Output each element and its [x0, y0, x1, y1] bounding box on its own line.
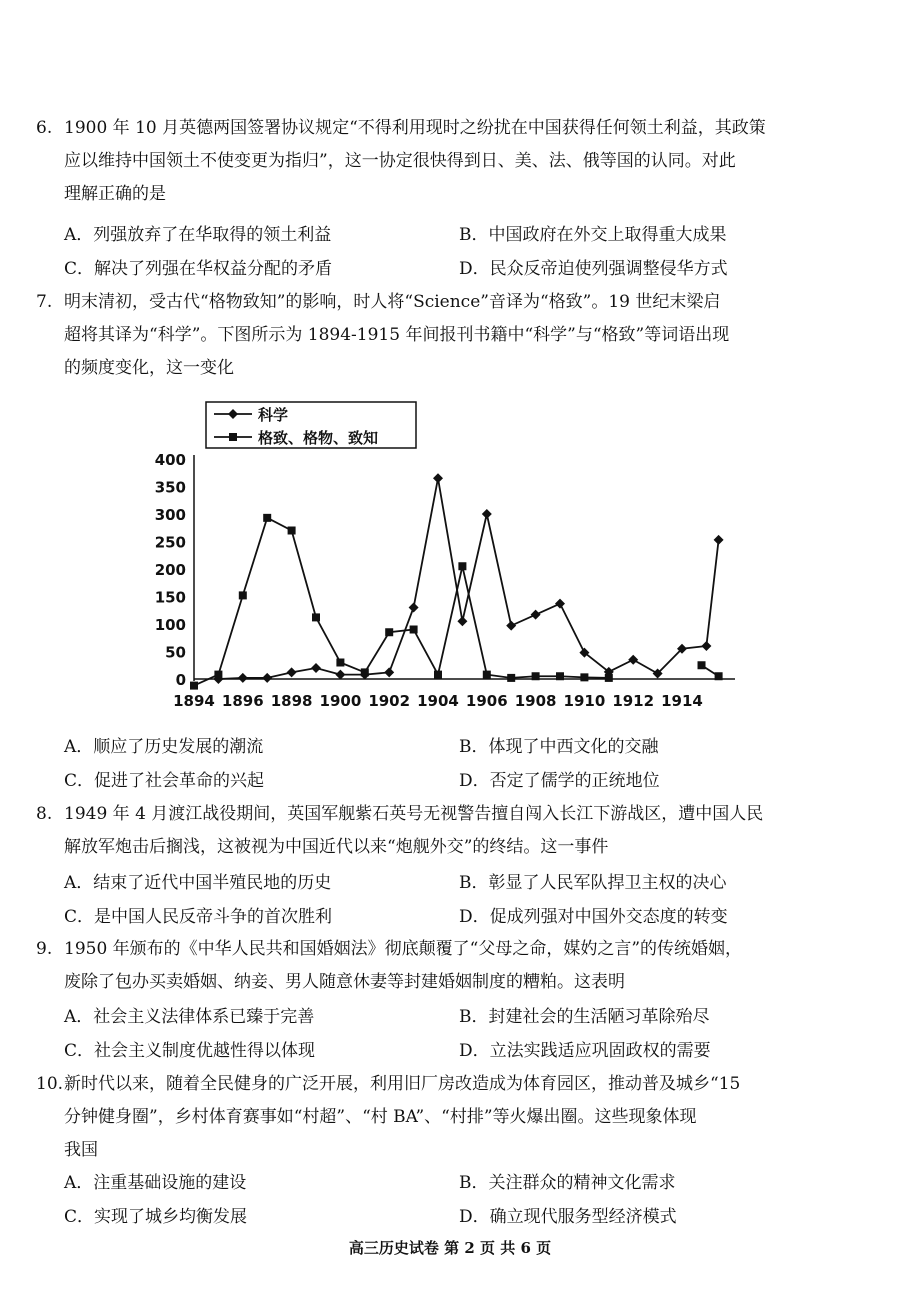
data-point-gezhi [239, 591, 247, 599]
series-line-1-tail [706, 540, 718, 646]
x-tick-label: 1894 [173, 692, 215, 710]
page-footer: 高三历史试卷 第 2 页 共 6 页 [348, 1239, 552, 1257]
question-10 [36, 1068, 856, 1167]
data-point-kexue [628, 655, 638, 665]
data-point-kexue [238, 673, 248, 683]
data-point-gezhi [288, 527, 296, 535]
data-point-kexue [482, 509, 492, 519]
question-text: 1949 年 4 月渡江战役期间，英国军舰紫石英号无视警告擅自闯入长江下游战区，遭中国人民 [64, 804, 764, 824]
y-tick-label: 200 [154, 561, 186, 579]
data-point-gezhi [715, 672, 723, 680]
series-line-2 [194, 518, 609, 686]
option-b[interactable]: B．彰显了人民军队捍卫主权的决心 [459, 873, 727, 893]
data-point-gezhi [410, 626, 418, 634]
data-point-kexue [531, 610, 541, 620]
question-text: 明末清初，受古代“格物致知”的影响，时人将“Science”音译为“格致”。19 世纪末梁启 [64, 292, 721, 312]
option-a[interactable]: A．社会主义法律体系已臻于完善 [64, 1007, 315, 1027]
options-7 [64, 732, 864, 800]
data-point-gezhi [336, 659, 344, 667]
data-point-gezhi [361, 668, 369, 676]
data-point-gezhi [483, 671, 491, 679]
question-text: 分钟健身圈”，乡村体育赛事如“村超”、“村 BA”、“村排”等火爆出圈。这些现象体现 [64, 1107, 697, 1127]
option-a[interactable]: A．顺应了历史发展的潮流 [64, 737, 264, 757]
option-a[interactable]: A．列强放弃了在华取得的领土利益 [64, 225, 332, 245]
question-number: 7. [36, 292, 53, 312]
option-b[interactable]: B．封建社会的生活陋习革除殆尽 [459, 1007, 710, 1027]
option-c[interactable]: C．是中国人民反帝斗争的首次胜利 [64, 907, 333, 927]
x-tick-label: 1906 [465, 692, 508, 710]
option-d[interactable]: D．否定了儒学的正统地位 [459, 771, 660, 791]
option-c[interactable]: C．解决了列强在华权益分配的矛盾 [64, 259, 333, 279]
data-point-kexue [555, 599, 565, 609]
data-point-gezhi [385, 628, 393, 636]
x-tick-label: 1902 [368, 692, 411, 710]
data-point-gezhi [532, 672, 540, 680]
option-b[interactable]: B．中国政府在外交上取得重大成果 [459, 225, 727, 245]
option-c[interactable]: C．实现了城乡均衡发展 [64, 1207, 248, 1227]
option-d[interactable]: D．民众反帝迫使列强调整侵华方式 [459, 259, 728, 279]
data-point-kexue [262, 673, 272, 683]
data-point-kexue [457, 616, 467, 626]
option-d[interactable]: D．立法实践适应巩固政权的需要 [459, 1041, 711, 1061]
y-tick-label: 100 [154, 616, 186, 634]
data-point-gezhi [605, 674, 613, 682]
data-point-gezhi [580, 673, 588, 681]
x-tick-label: 1914 [661, 692, 703, 710]
x-tick-label: 1904 [417, 692, 459, 710]
data-point-kexue [714, 535, 724, 545]
y-tick-label: 0 [175, 671, 186, 689]
data-point-gezhi [434, 671, 442, 679]
question-8 [36, 798, 856, 864]
x-tick-label: 1898 [270, 692, 313, 710]
question-text: 1900 年 10 月英德两国签署协议规定“不得利用现时之纷扰在中国获得任何领土利益，其政策 [64, 118, 766, 138]
y-tick-label: 300 [154, 506, 186, 524]
question-text: 我国 [64, 1140, 98, 1160]
question-number: 9. [36, 939, 53, 959]
data-point-gezhi [507, 674, 515, 682]
question-text: 的频度变化，这一变化 [64, 358, 234, 378]
data-point-kexue [311, 663, 321, 673]
x-tick-label: 1908 [514, 692, 557, 710]
data-point-gezhi [214, 671, 222, 679]
question-9 [36, 933, 856, 999]
x-tick-label: 1910 [563, 692, 606, 710]
data-point-gezhi [312, 613, 320, 621]
y-tick-label: 350 [154, 478, 186, 497]
question-text: 理解正确的是 [64, 184, 166, 204]
data-point-gezhi [458, 562, 466, 570]
option-d[interactable]: D．确立现代服务型经济模式 [459, 1207, 677, 1227]
data-point-kexue [335, 670, 345, 680]
y-tick-label: 150 [154, 588, 186, 607]
question-number: 8. [36, 804, 53, 824]
data-point-gezhi [556, 672, 564, 680]
option-c[interactable]: C．社会主义制度优越性得以体现 [64, 1041, 316, 1061]
data-point-kexue [409, 603, 419, 613]
x-tick-label: 1912 [612, 692, 655, 710]
option-b[interactable]: B．体现了中西文化的交融 [459, 737, 659, 757]
question-number: 10. [36, 1074, 64, 1094]
question-text: 超将其译为“科学”。下图所示为 1894-1915 年间报刊书籍中“科学”与“格致”等词语出现 [64, 325, 730, 345]
data-point-kexue [287, 667, 297, 677]
option-d[interactable]: D．促成列强对中国外交态度的转变 [459, 907, 728, 927]
option-b[interactable]: B．关注群众的精神文化需求 [459, 1173, 676, 1193]
data-point-kexue [384, 667, 394, 677]
series-line-1 [218, 478, 706, 679]
data-point-gezhi [263, 514, 271, 522]
x-tick-label: 1900 [319, 692, 362, 710]
question-text: 应以维持中国领土不使变更为指归”，这一协定很快得到日、美、法、俄等国的认同。对此 [64, 151, 736, 171]
question-text: 新时代以来，随着全民健身的广泛开展，利用旧厂房改造成为体育园区，推动普及城乡“15 [64, 1074, 741, 1094]
question-text: 废除了包办买卖婚姻、纳妾、男人随意休妻等封建婚姻制度的糟粕。这表明 [64, 972, 625, 992]
question-text: 解放军炮击后搁浅，这被视为中国近代以来“炮舰外交”的终结。这一事件 [64, 837, 609, 857]
data-point-gezhi [229, 433, 237, 441]
option-c[interactable]: C．促进了社会革命的兴起 [64, 771, 265, 791]
options-9 [64, 1002, 864, 1070]
x-tick-label: 1896 [221, 692, 264, 710]
y-tick-label: 250 [154, 533, 186, 552]
option-a[interactable]: A．结束了近代中国半殖民地的历史 [64, 873, 332, 893]
question-number: 6. [36, 118, 53, 138]
options-10 [64, 1168, 864, 1236]
y-tick-label: 50 [165, 643, 186, 662]
y-tick-label: 400 [154, 451, 186, 469]
legend-label-gezhi: 格致、格物、致知 [258, 429, 379, 447]
data-point-kexue [433, 473, 443, 483]
data-point-gezhi [190, 682, 198, 690]
options-8 [64, 868, 864, 936]
option-a[interactable]: A．注重基础设施的建设 [64, 1173, 247, 1193]
data-point-kexue [506, 621, 516, 631]
data-point-gezhi [698, 661, 706, 669]
legend-label-kexue: 科学 [258, 406, 289, 424]
question-text: 1950 年颁布的《中华人民共和国婚姻法》彻底颠覆了“父母之命，媒妁之言”的传统婚姻， [64, 939, 743, 959]
